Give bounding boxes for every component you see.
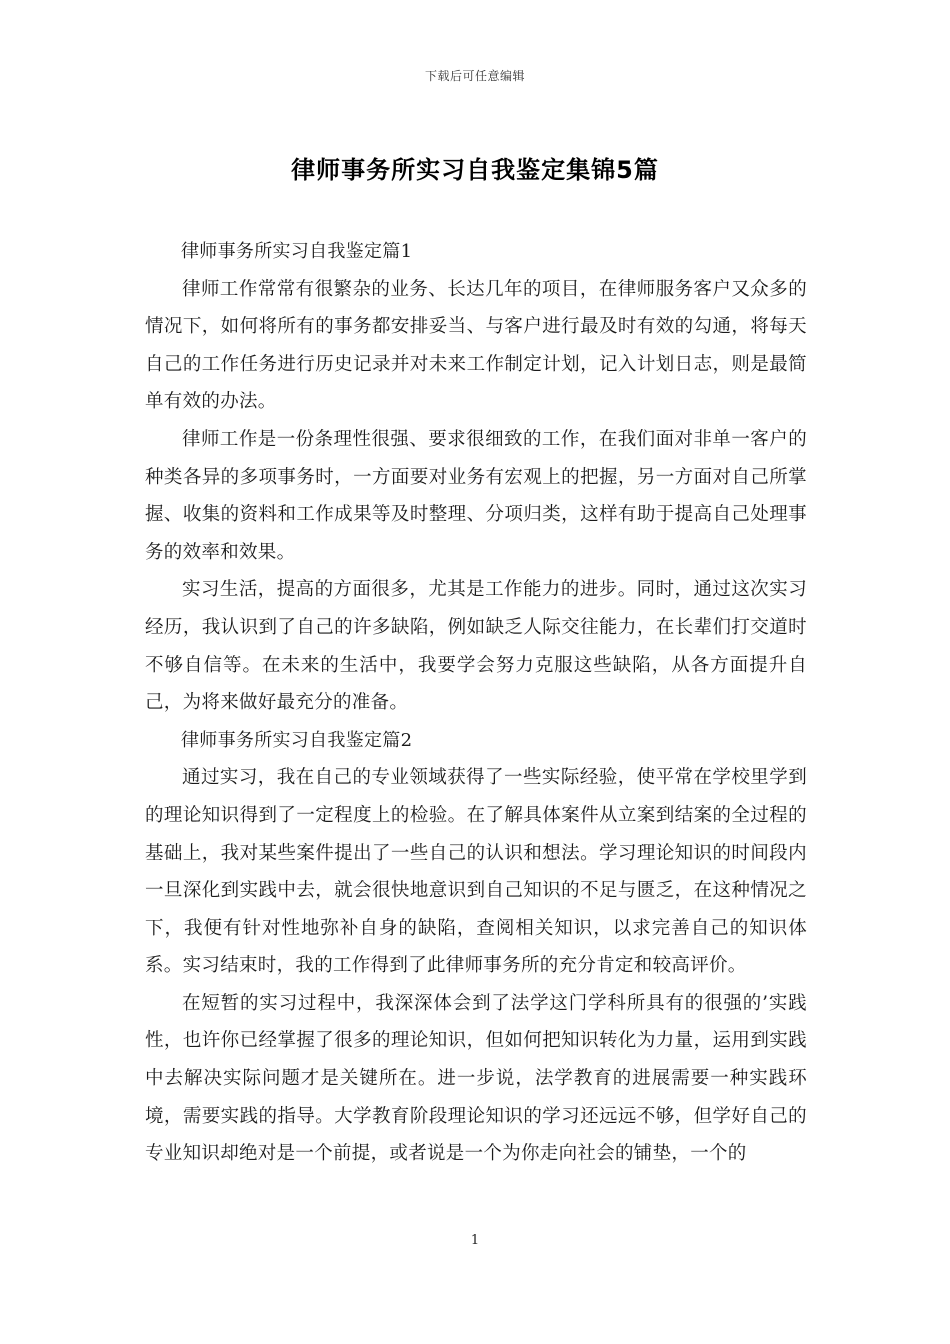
paragraph: 在短暂的实习过程中，我深深体会到了法学这门学科所具有的很强的’实践性，也许你已经掌握了很多的理论知识，但如何把知识转化为力量，运用到实践中去解决实际问题才是关键所在。进一步说，法学教育的进展需要一种实践环境，需要实践的指导。大学教育阶段理论知识的学习还远远不够，但学好自己的专业知识却绝对是一个前提，或者说是一个为你走向社会的铺垫，一个的: [145, 992, 807, 1165]
document-body: [145, 233, 807, 1173]
section-heading-2: 律师事务所实习自我鉴定篇2: [181, 729, 413, 751]
paragraph: 律师工作是一份条理性很强、要求很细致的工作，在我们面对非单一客户的种类各异的多项事务时，一方面要对业务有宏观上的把握，另一方面对自己所掌握、收集的资料和工作成果等及时整理、分项归类，这样有助于提高自己处理事务的效率和效果。: [145, 428, 807, 563]
paragraph: 实习生活，提高的方面很多，尤其是工作能力的进步。同时，通过这次实习经历，我认识到了自己的许多缺陷，例如缺乏人际交往能力，在长辈们打交道时不够自信等。在未来的生活中，我要学会努力克服这些缺陷，从各方面提升自己，为将来做好最充分的准备。: [145, 579, 807, 714]
header-note: 下载后可任意编辑: [424, 69, 525, 83]
document-title: 律师事务所实习自我鉴定集锦5篇: [291, 156, 659, 184]
page-number: 1: [470, 1233, 480, 1248]
paragraph: 通过实习，我在自己的专业领域获得了一些实际经验，使平常在学校里学到的理论知识得到了一定程度上的检验。在了解具体案件从立案到结案的全过程的基础上，我对某些案件提出了一些自己的认识和想法。学习理论知识的时间段内一旦深化到实践中去，就会很快地意识到自己知识的不足与匮乏，在这种情况之下，我便有针对性地弥补自身的缺陷，查阅相关知识，以求完善自己的知识体系。实习结束时，我的工作得到了此律师事务所的充分肯定和较高评价。: [145, 767, 807, 977]
paragraph: 律师工作常常有很繁杂的业务、长达几年的项目，在律师服务客户又众多的情况下，如何将所有的事务都安排妥当、与客户进行最及时有效的勾通，将每天自己的工作任务进行历史记录并对未来工作制定计划，记入计划日志，则是最简单有效的办法。: [145, 278, 807, 413]
section-heading-1: 律师事务所实习自我鉴定篇1: [181, 241, 413, 262]
